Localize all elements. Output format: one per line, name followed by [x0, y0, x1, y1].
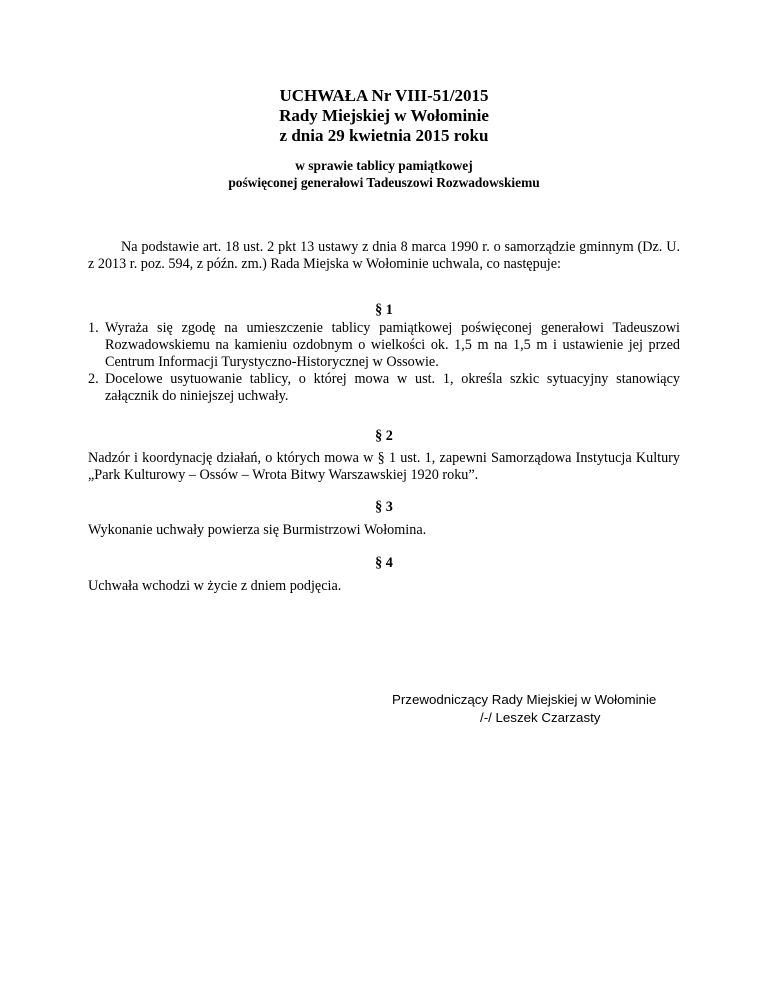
resolution-subject — [0, 157, 768, 191]
list-item — [88, 371, 680, 405]
section-1-list — [88, 320, 680, 405]
resolution-title — [0, 86, 768, 146]
section-3-text: Wykonanie uchwały powierza się Burmistrzowi Wołomina. — [88, 522, 427, 538]
signatory-name: /-/ Leszek Czarzasty — [480, 710, 601, 725]
list-item — [88, 320, 680, 371]
section-2-heading: § 2 — [375, 428, 393, 444]
section-4-text: Uchwała wchodzi w życie z dniem podjęcia. — [88, 578, 342, 594]
section-4-heading: § 4 — [375, 555, 393, 571]
issuing-body: Rady Miejskiej w Wołominie — [279, 106, 489, 125]
section-3-heading: § 3 — [375, 499, 393, 515]
list-item-text: Docelowe usytuowanie tablicy, o której mowa w ust. 1, określa szkic sytuacyjny stanowiący załącznik do niniejszej uchwały. — [105, 371, 680, 404]
list-item-number: 1. — [88, 320, 99, 336]
section-1-heading: § 1 — [375, 302, 393, 318]
resolution-date: z dnia 29 kwietnia 2015 roku — [279, 126, 489, 145]
resolution-number: UCHWAŁA Nr VIII-51/2015 — [279, 86, 489, 105]
section-2-text: Nadzór i koordynację działań, o których mowa w § 1 ust. 1, zapewni Samorządowa Instytucja Kultury „Park Kulturowy – Ossów – Wrota Bitwy Warszawskiej 1920 roku”. — [88, 450, 680, 483]
legal-basis-preamble: Na podstawie art. 18 ust. 2 pkt 13 ustawy z dnia 8 marca 1990 r. o samorządzie gminnym (Dz. U. z 2013 r. poz. 594, z późn. zm.) Rada Miejska w Wołominie uchwala, co następuje: — [88, 239, 680, 272]
list-item-text: Wyraża się zgodę na umieszczenie tablicy pamiątkowej poświęconej generałowi Tadeuszowi Rozwadowskiemu na kamieniu ozdobnym o wielkości ok. 1,5 m na 1,5 m i ustawienie jej przed Centrum Informacji Turystyczno-Historycznej w Ossowie. — [105, 320, 680, 370]
signature-block — [392, 691, 656, 727]
signatory-title: Przewodniczący Rady Miejskiej w Wołominie — [392, 692, 657, 707]
subject-line-2: poświęconej generałowi Tadeuszowi Rozwadowskiemu — [228, 175, 540, 190]
subject-line-1: w sprawie tablicy pamiątkowej — [295, 158, 473, 173]
list-item-number: 2. — [88, 371, 99, 387]
